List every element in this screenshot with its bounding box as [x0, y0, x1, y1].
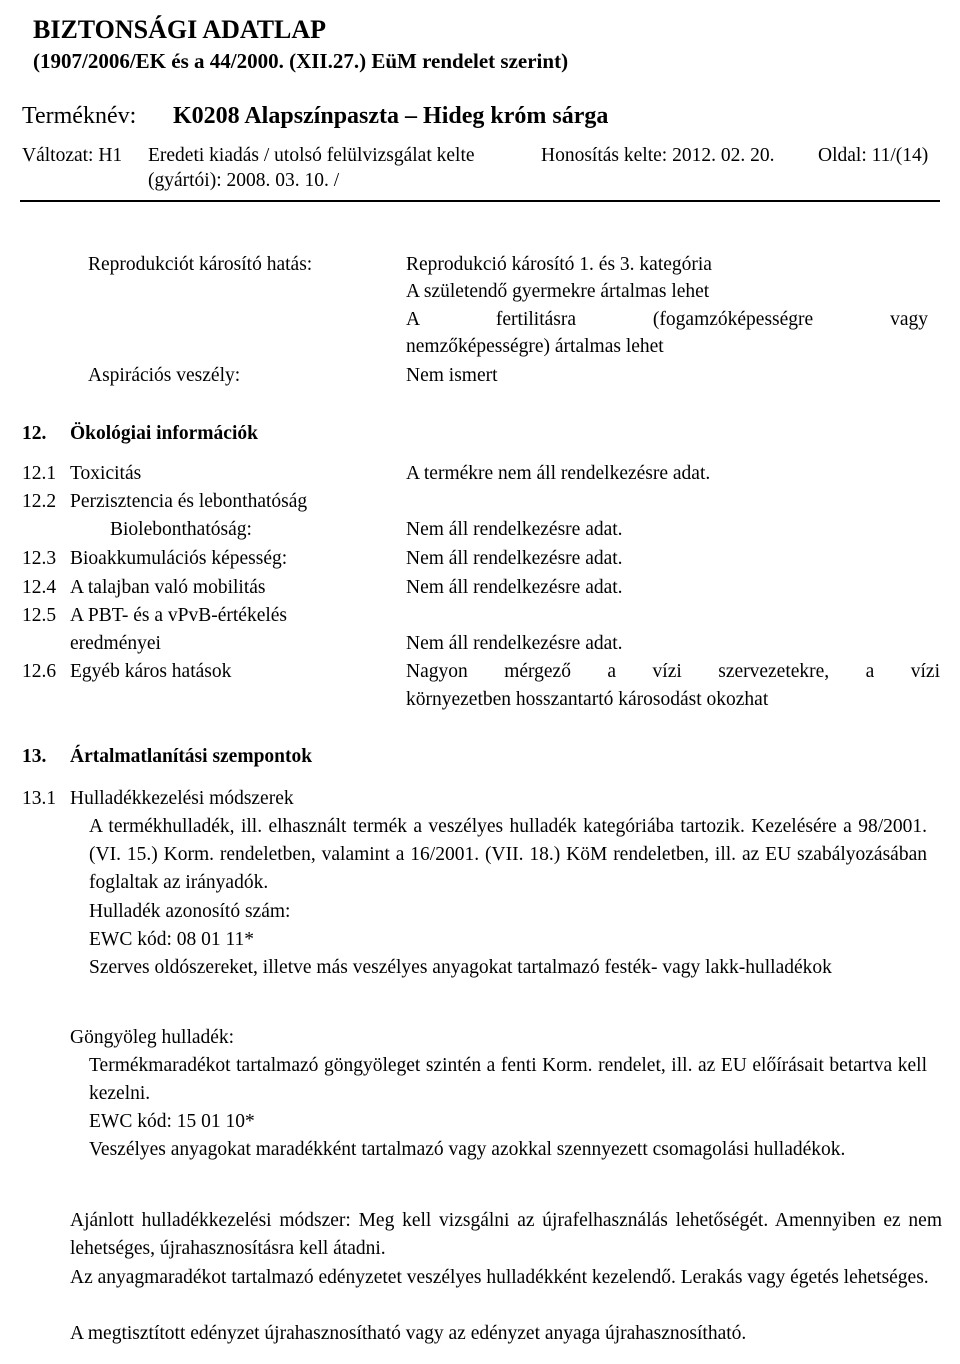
row-12-2-value: Nem áll rendelkezésre adat. — [406, 519, 623, 540]
row-12-2-num: 12.2 — [22, 491, 57, 512]
aspiration-label: Aspirációs veszély: — [88, 365, 241, 386]
document-subtitle: (1907/2006/EK és a 44/2000. (XII.27.) EüM rendelet szerint) — [33, 49, 569, 73]
row-12-6-label: Egyéb káros hatások — [70, 661, 232, 682]
row-12-3-value: Nem áll rendelkezésre adat. — [406, 548, 623, 569]
row-12-6-value-2: környezetben hosszantartó károsodást okozhat — [406, 689, 769, 710]
row-12-2-label: Perzisztencia és lebonthatóság — [70, 491, 308, 512]
row-12-5-num: 12.5 — [22, 605, 57, 626]
recommendation-3: A megtisztított edényzet újrahasznosítható vagy az edényzet anyaga újrahasznosítható. — [70, 1323, 747, 1344]
row-12-5-value: Nem áll rendelkezésre adat. — [406, 633, 623, 654]
ewc-code-2-desc: Veszélyes anyagokat maradékként tartalmazó vagy azokkal szennyezett csomagolási hulladékok. — [89, 1139, 846, 1160]
repro-value-2: A születendő gyermekre ártalmas lehet — [406, 281, 710, 302]
page-number: Oldal: 11/(14) — [818, 145, 929, 166]
row-12-4-value: Nem áll rendelkezésre adat. — [406, 577, 623, 598]
sub-13-1-title: Hulladékkezelési módszerek — [70, 788, 294, 809]
recommendation-1: Ajánlott hulladékkezelési módszer: Meg kell vizsgálni az újrafelhasználás lehetőségét. Amennyiben ez nem lehetséges, újrahasznosításra kell átadni. — [70, 1210, 942, 1259]
document-title: BIZTONSÁGI ADATLAP — [33, 15, 327, 44]
row-12-5-label: A PBT- és a vPvB-értékelés — [70, 605, 288, 626]
row-12-1-label: Toxicitás — [70, 463, 142, 484]
repro-value-3: A fertilitásra (fogamzóképességre vagy — [406, 309, 928, 330]
repro-label: Reprodukciót károsító hatás: — [88, 254, 313, 275]
approval-date: Honosítás kelte: 2012. 02. 20. — [541, 145, 775, 166]
row-12-6-value-1: Nagyon mérgező a vízi szervezetekre, a vízi — [406, 661, 940, 682]
section-12-number: 12. — [22, 423, 47, 444]
issue-date: (gyártói): 2008. 03. 10. / — [148, 170, 340, 191]
waste-id-label: Hulladék azonosító szám: — [89, 901, 291, 922]
packaging-text: Termékmaradékot tartalmazó göngyöleget szintén a fenti Korm. rendelet, ill. az EU előírásait betartva kell kezelni. — [89, 1055, 927, 1104]
ewc-code-2: EWC kód: 15 01 10* — [89, 1111, 255, 1132]
row-12-2-sublabel: Biolebonthatóság: — [110, 519, 252, 540]
row-12-1-value: A termékre nem áll rendelkezésre adat. — [406, 463, 711, 484]
row-12-6-num: 12.6 — [22, 661, 57, 682]
row-12-4-num: 12.4 — [22, 577, 57, 598]
section-13-number: 13. — [22, 746, 47, 767]
recommendation-2: Az anyagmaradékot tartalmazó edényzetet veszélyes hulladékként kezelendő. Lerakás vagy égetés lehetséges. — [70, 1267, 929, 1288]
row-12-3-label: Bioakkumulációs képesség: — [70, 548, 288, 569]
packaging-label: Göngyöleg hulladék: — [70, 1027, 235, 1048]
header-divider — [20, 200, 940, 202]
repro-value-1: Reprodukció károsító 1. és 3. kategória — [406, 254, 712, 275]
row-12-1-num: 12.1 — [22, 463, 57, 484]
waste-text: A termékhulladék, ill. elhasznált termék a veszélyes hulladék kategóriába tartozik. Kezelésére a 98/2001. (VI. 15.) Korm. rendeletben, valamint a 16/2001. (VII. 18.) KöM rendeletben, ill. az EU szabályozásában foglaltak az irányadók. — [89, 816, 927, 893]
version: Változat: H1 — [22, 145, 123, 166]
aspiration-value: Nem ismert — [406, 365, 498, 386]
row-12-4-label: A talajban való mobilitás — [70, 577, 266, 598]
repro-value-4: nemzőképességre) ártalmas lehet — [406, 336, 664, 357]
product-label: Terméknév: — [22, 103, 137, 129]
section-12-title: Ökológiai információk — [70, 423, 258, 444]
ewc-code-1-desc: Szerves oldószereket, illetve más veszélyes anyagokat tartalmazó festék- vagy lakk-hulladékok — [89, 957, 832, 978]
row-12-5-label-2: eredményei — [70, 633, 161, 654]
section-13-title: Ártalmatlanítási szempontok — [70, 746, 313, 767]
issue-label: Eredeti kiadás / utolsó felülvizsgálat kelte — [148, 145, 475, 166]
product-name: K0208 Alapszínpaszta – Hideg króm sárga — [173, 103, 609, 129]
sub-13-1-num: 13.1 — [22, 788, 57, 809]
row-12-3-num: 12.3 — [22, 548, 57, 569]
ewc-code-1: EWC kód: 08 01 11* — [89, 929, 255, 950]
